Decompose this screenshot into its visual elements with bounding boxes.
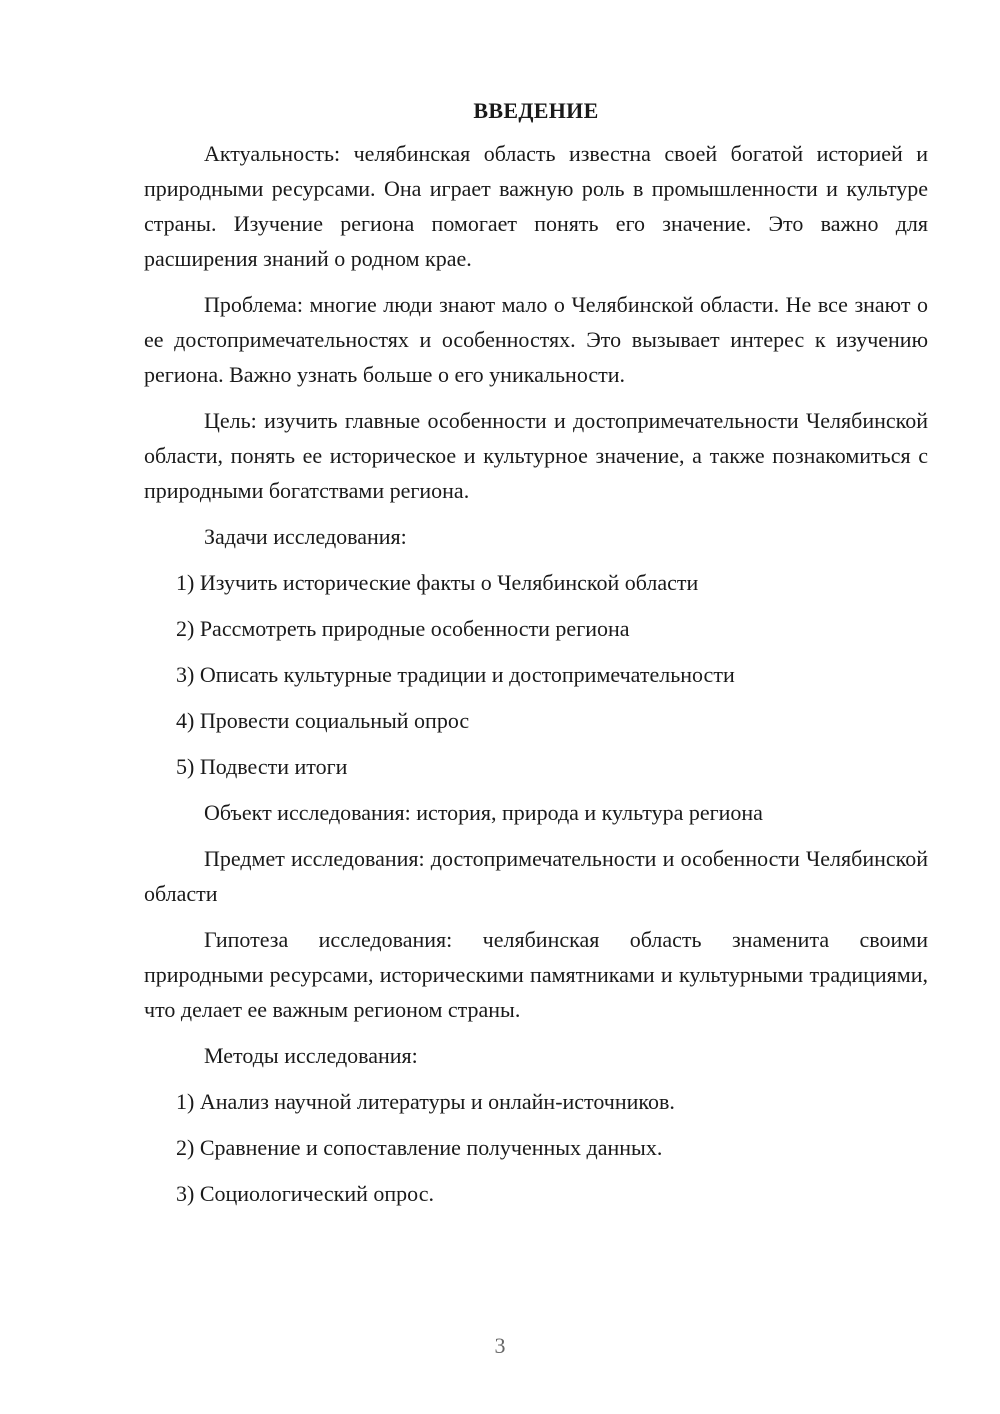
list-item: 1) Анализ научной литературы и онлайн-источников. xyxy=(176,1089,675,1114)
paragraph-problem: Проблема: многие люди знают мало о Челябинской области. Не все знают о ее достопримечательностях и особенностях. Это вызывает интерес к изучению региона. Важно узнать больше о его уникальности. xyxy=(144,292,928,387)
paragraph-subject: Предмет исследования: достопримечательности и особенности Челябинской области xyxy=(144,846,928,906)
list-item: 5) Подвести итоги xyxy=(176,754,348,779)
page-number: 3 xyxy=(494,1333,506,1358)
paragraph-object: Объект исследования: история, природа и культура региона xyxy=(204,800,763,825)
list-item: 2) Сравнение и сопоставление полученных данных. xyxy=(176,1135,663,1160)
list-item: 1) Изучить исторические факты о Челябинской области xyxy=(176,570,699,595)
paragraph-goal: Цель: изучить главные особенности и достопримечательности Челябинской области, понять ее историческое и культурное значение, а также познакомиться с природными богатствами региона. xyxy=(144,408,928,503)
page-title: ВВЕДЕНИЕ xyxy=(473,98,599,123)
paragraph-relevance: Актуальность: челябинская область известна своей богатой историей и природными ресурсами. Она играет важную роль в промышленности и культуре страны. Изучение региона помогает понять его значение. Это важно для расширения знаний о родном крае. xyxy=(144,141,928,271)
document-page xyxy=(144,96,928,1222)
tasks-list xyxy=(144,565,928,784)
paragraph-hypothesis: Гипотеза исследования: челябинская область знаменита своими природными ресурсами, историческими памятниками и культурными традициями, что делает ее важным регионом страны. xyxy=(144,927,928,1022)
list-item: 3) Описать культурные традиции и достопримечательности xyxy=(176,662,735,687)
list-item: 3) Социологический опрос. xyxy=(176,1181,434,1206)
paragraph-tasks-heading: Задачи исследования: xyxy=(204,524,407,549)
paragraph-methods-heading: Методы исследования: xyxy=(204,1043,418,1068)
list-item: 4) Провести социальный опрос xyxy=(176,708,470,733)
list-item: 2) Рассмотреть природные особенности региона xyxy=(176,616,630,641)
methods-list xyxy=(144,1084,928,1211)
